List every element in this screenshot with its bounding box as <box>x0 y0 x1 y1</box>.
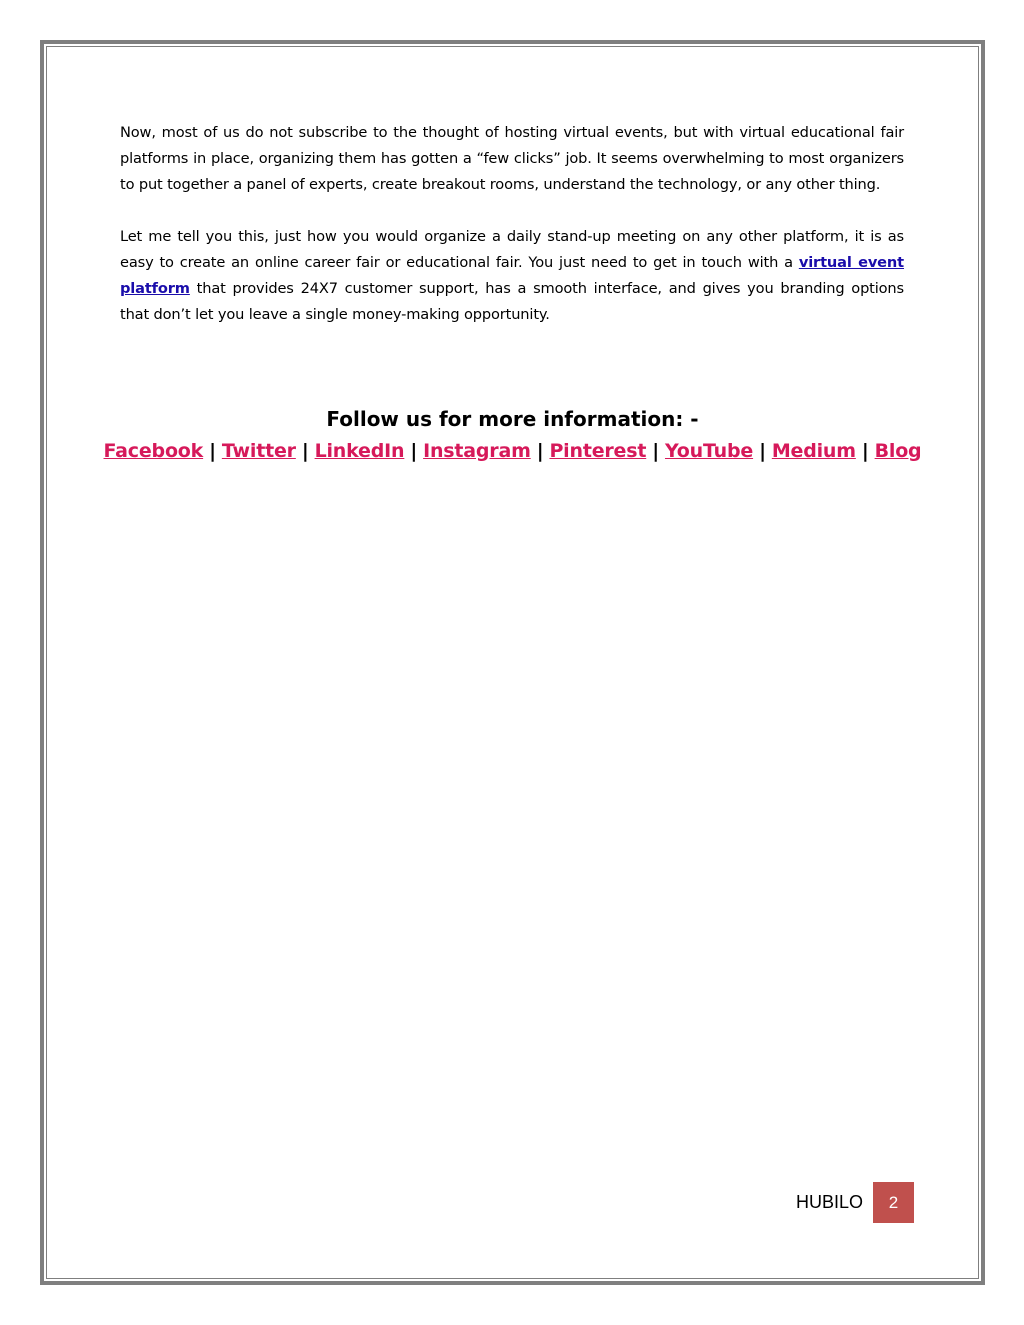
facebook-link[interactable]: Facebook <box>103 440 204 462</box>
page-footer <box>796 1182 914 1223</box>
separator: | <box>301 440 309 462</box>
separator: | <box>209 440 216 462</box>
follow-heading: Follow us for more information: - <box>326 407 699 431</box>
separator: | <box>652 440 659 462</box>
separator: | <box>759 440 766 462</box>
instagram-link[interactable]: Instagram <box>423 440 531 462</box>
body-content <box>120 120 904 328</box>
social-links-row <box>46 436 979 466</box>
youtube-link[interactable]: YouTube <box>664 440 754 462</box>
separator: | <box>410 440 418 462</box>
footer-brand: HUBILO <box>795 1192 863 1212</box>
paragraph-2 <box>120 224 904 328</box>
paragraph-1: Now, most of us do not subscribe to the thought of hosting virtual events, but with virtual educational fair platforms in place, organizing them has gotten a “few clicks” job. It seems overwhelming to most organizers to put together a panel of experts, create breakout rooms, understand the technology, or any other thing. <box>120 124 904 193</box>
virtual-event-platform-link[interactable]: virtual event platform <box>120 254 905 297</box>
paragraph-2-text-before: Let me tell you this, just how you would organize a daily stand-up meeting on any other platform, it is as easy to create an online career fair or educational fair. You just need to get in touch with a <box>120 228 904 271</box>
page-number-badge: 2 <box>873 1182 914 1223</box>
separator: | <box>861 440 869 462</box>
paragraph-2-text-after: that provides 24X7 customer support, has a smooth interface, and gives you branding options that don’t let you leave a single money-making opportunity. <box>120 280 904 323</box>
pinterest-link[interactable]: Pinterest <box>549 440 647 462</box>
blog-link[interactable]: Blog <box>874 440 922 462</box>
linkedin-link[interactable]: LinkedIn <box>314 440 405 462</box>
medium-link[interactable]: Medium <box>771 440 856 462</box>
follow-section <box>46 404 979 466</box>
separator: | <box>536 440 544 462</box>
twitter-link[interactable]: Twitter <box>221 440 296 462</box>
